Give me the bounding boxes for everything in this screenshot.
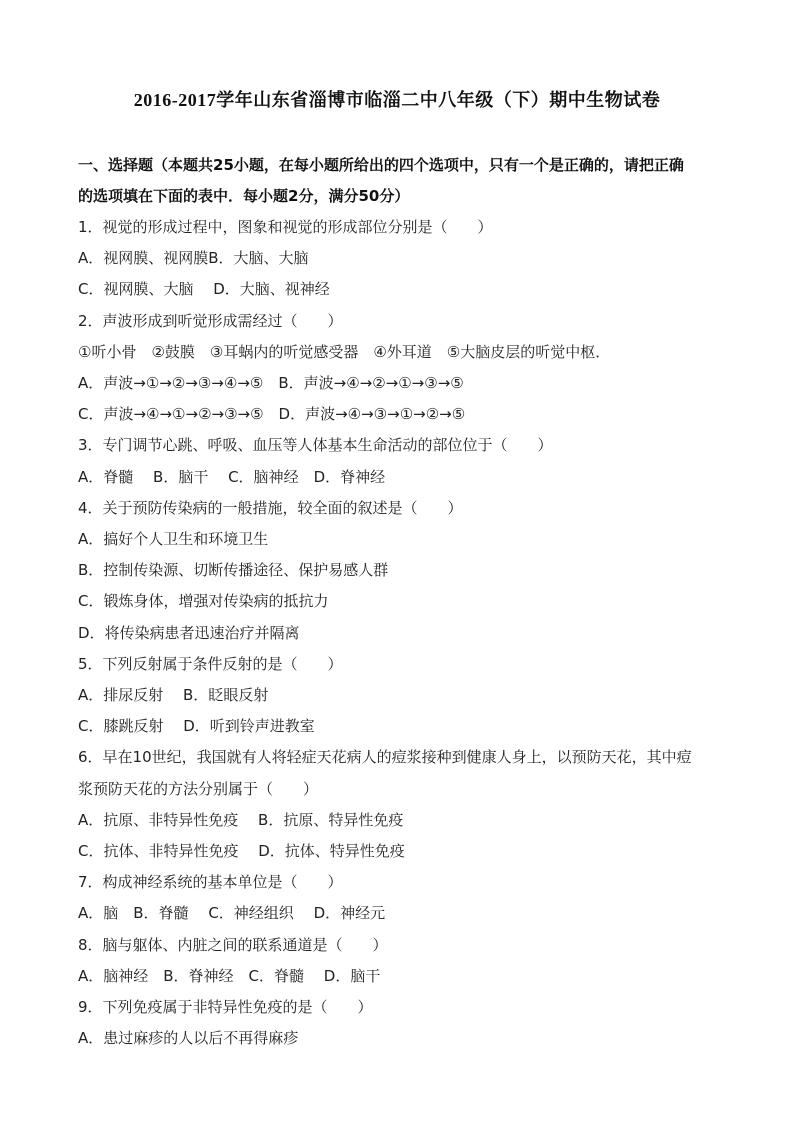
section-heading — [78, 150, 738, 212]
question-line: A．脊髓 B．脑干 C．脑神经 D．脊神经 — [78, 467, 386, 486]
question-line: C．视网膜、大脑 D．大脑、视神经 — [78, 280, 330, 299]
question-line: 4．关于预防传染病的一般措施，较全面的叙述是（ ） — [78, 498, 463, 517]
question-line: A．患过麻疹的人以后不再得麻疹 — [78, 1029, 299, 1048]
question-line: 6．早在10世纪，我国就有人将轻症天花病人的痘浆接种到健康人身上，以预防天花，其中痘 — [78, 748, 692, 767]
question-line: B．控制传染源、切断传播途径、保护易感人群 — [78, 561, 389, 580]
question-line: C．声波→④→①→②→③→⑤ D．声波→④→③→①→②→⑤ — [78, 405, 466, 424]
question-line: C．锻炼身体，增强对传染病的抵抗力 — [78, 592, 329, 611]
question-line: A．脑 B．脊髓 C．神经组织 D．神经元 — [78, 904, 386, 923]
question-line: 9．下列免疫属于非特异性免疫的是（ ） — [78, 998, 373, 1016]
question-line: 浆预防天花的方法分别属于（ ） — [78, 779, 319, 798]
page-title: 2016-2017学年山东省淄博市临淄二中八年级（下）期中生物试卷 — [133, 90, 661, 110]
question-line: D．将传染病患者迅速治疗并隔离 — [78, 623, 300, 642]
question-line: ①听小骨 ②鼓膜 ③耳蜗内的听觉感受器 ④外耳道 ⑤大脑皮层的听觉中枢． — [78, 342, 611, 361]
section-heading-line-2: 的选项填在下面的表中．每小题2分，满分50分） — [78, 187, 410, 205]
question-line: 2．声波形成到听觉形成需经过（ ） — [78, 311, 343, 330]
question-line: C．膝跳反射 D．听到铃声进教室 — [78, 717, 315, 736]
question-line: C．抗体、非特异性免疫 D．抗体、特异性免疫 — [78, 842, 405, 860]
section-heading-line-1: 一、选择题（本题共25小题，在每小题所给出的四个选项中，只有一个是正确的，请把正确 — [78, 156, 684, 174]
question-line: 8．脑与躯体、内脏之间的联系通道是（ ） — [78, 935, 388, 954]
question-line: 5．下列反射属于条件反射的是（ ） — [78, 654, 343, 673]
question-line: 7．构成神经系统的基本单位是（ ） — [78, 873, 343, 892]
question-line: A．抗原、非特异性免疫 B．抗原、特异性免疫 — [78, 810, 404, 829]
question-line: A．视网膜、视网膜B．大脑、大脑 — [78, 249, 309, 268]
question-line: 3．专门调节心跳、呼吸、血压等人体基本生命活动的部位位于（ ） — [78, 436, 553, 455]
question-line: 1．视觉的形成过程中，图象和视觉的形成部位分别是（ ） — [78, 218, 493, 236]
question-line: A．搞好个人卫生和环境卫生 — [78, 530, 269, 548]
question-line: A．脑神经 B．脊神经 C．脊髓 D．脑干 — [78, 966, 381, 985]
question-line: A．排尿反射 B．眨眼反射 — [78, 686, 269, 704]
question-line: A．声波→①→②→③→④→⑤ B．声波→④→②→①→③→⑤ — [78, 374, 464, 392]
